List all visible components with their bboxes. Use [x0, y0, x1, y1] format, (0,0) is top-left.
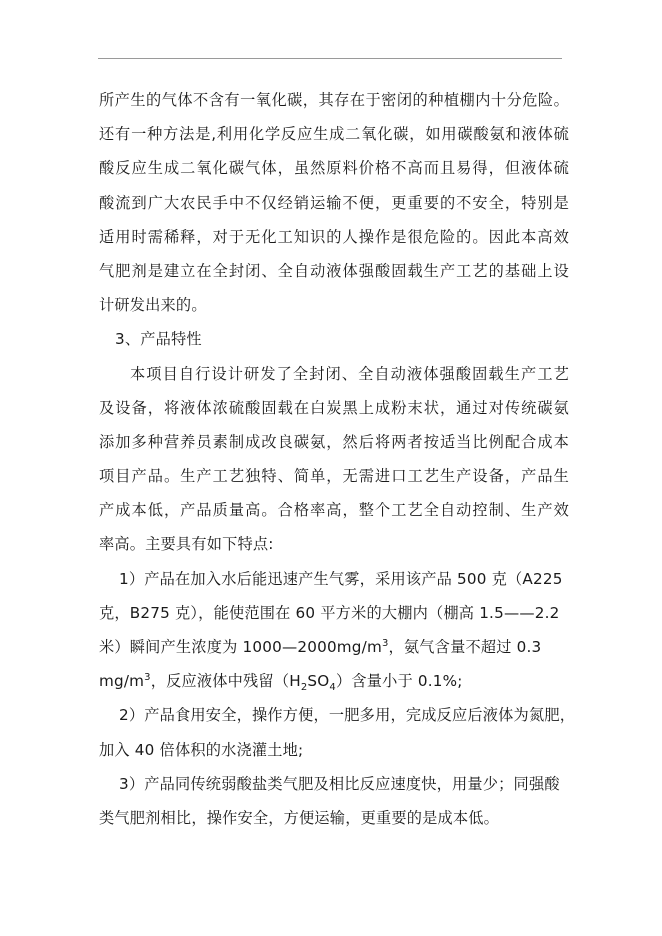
list-item-text: ，反应液体中残留（H	[150, 672, 301, 691]
section-heading: 3、产品特性	[115, 330, 202, 349]
document-body	[99, 83, 576, 835]
paragraph-line: 还有一种方法是,利用化学反应生成二氧化碳，如用碳酸氨和液体硫	[99, 125, 569, 144]
paragraph-line: 所产生的气体不含有一氧化碳，其存在于密闭的种植棚内十分危险。	[99, 91, 569, 109]
list-item-text: 米）瞬间产生浓度为 1000—2000mg/m	[99, 638, 382, 656]
list-item-text: ，氨气含量不超过 0.3	[388, 638, 542, 656]
subscript: 2	[300, 682, 308, 694]
paragraph-line: 产成本低，产品质量高。合格率高，整个工艺全自动控制、生产效	[99, 501, 569, 520]
list-item-line: 类气肥剂相比，操作安全，方便运输，更重要的是成本低。	[99, 808, 500, 827]
header-rule	[98, 58, 562, 59]
superscript: 3	[144, 672, 151, 684]
list-item-text: ）含量小于 0.1%;	[335, 672, 463, 691]
list-item-line	[99, 664, 569, 698]
paragraph-line: 酸流到广大农民手中不仅经销运输不便，更重要的不安全，特别是	[99, 193, 569, 212]
list-item-line: 加入 40 倍体积的水浇灌土地;	[99, 740, 304, 759]
superscript: 3	[381, 637, 389, 649]
list-item-text: mg/m	[99, 672, 145, 691]
subscript: 4	[329, 682, 336, 694]
list-item-line	[99, 630, 569, 664]
paragraph-line: 及设备，将液体浓硫酸固载在白炭黑上成粉末状，通过对传统碳氨	[99, 398, 569, 417]
list-item-line: 3）产品同传统弱酸盐类气肥及相比反应速度快，用量少；同强酸	[119, 774, 560, 793]
paragraph-line: 本项目自行设计研发了全封闭、全自动液体强酸固载生产工艺	[130, 364, 569, 383]
paragraph-line: 添加多种营养员素制成改良碳氨，然后将两者按适当比例配合成本	[99, 432, 569, 451]
paragraph-line: 项目产品。生产工艺独特、简单，无需进口工艺生产设备，产品生	[99, 467, 569, 486]
paragraph-line: 气肥剂是建立在全封闭、全自动液体强酸固载生产工艺的基础上设	[99, 261, 569, 280]
list-item-line: 克，B275 克），能使范围在 60 平方米的大棚内（棚高 1.5——2.2	[99, 603, 560, 622]
paragraph-line: 计研发出来的。	[99, 296, 207, 315]
paragraph-line: 率高。主要具有如下特点:	[99, 535, 274, 554]
list-item-line: 2）产品食用安全，操作方便，一肥多用，完成反应后液体为氮肥，	[119, 706, 576, 725]
paragraph-line: 酸反应生成二氧化碳气体，虽然原料价格不高而且易得，但液体硫	[99, 159, 569, 178]
paragraph-line: 适用时需稀释，对于无化工知识的人操作是很危险的。因此本高效	[99, 227, 569, 246]
list-item-line: 1）产品在加入水后能迅速产生气雾，采用该产品 500 克（A225	[119, 569, 563, 588]
formula-text: SO	[307, 672, 330, 691]
